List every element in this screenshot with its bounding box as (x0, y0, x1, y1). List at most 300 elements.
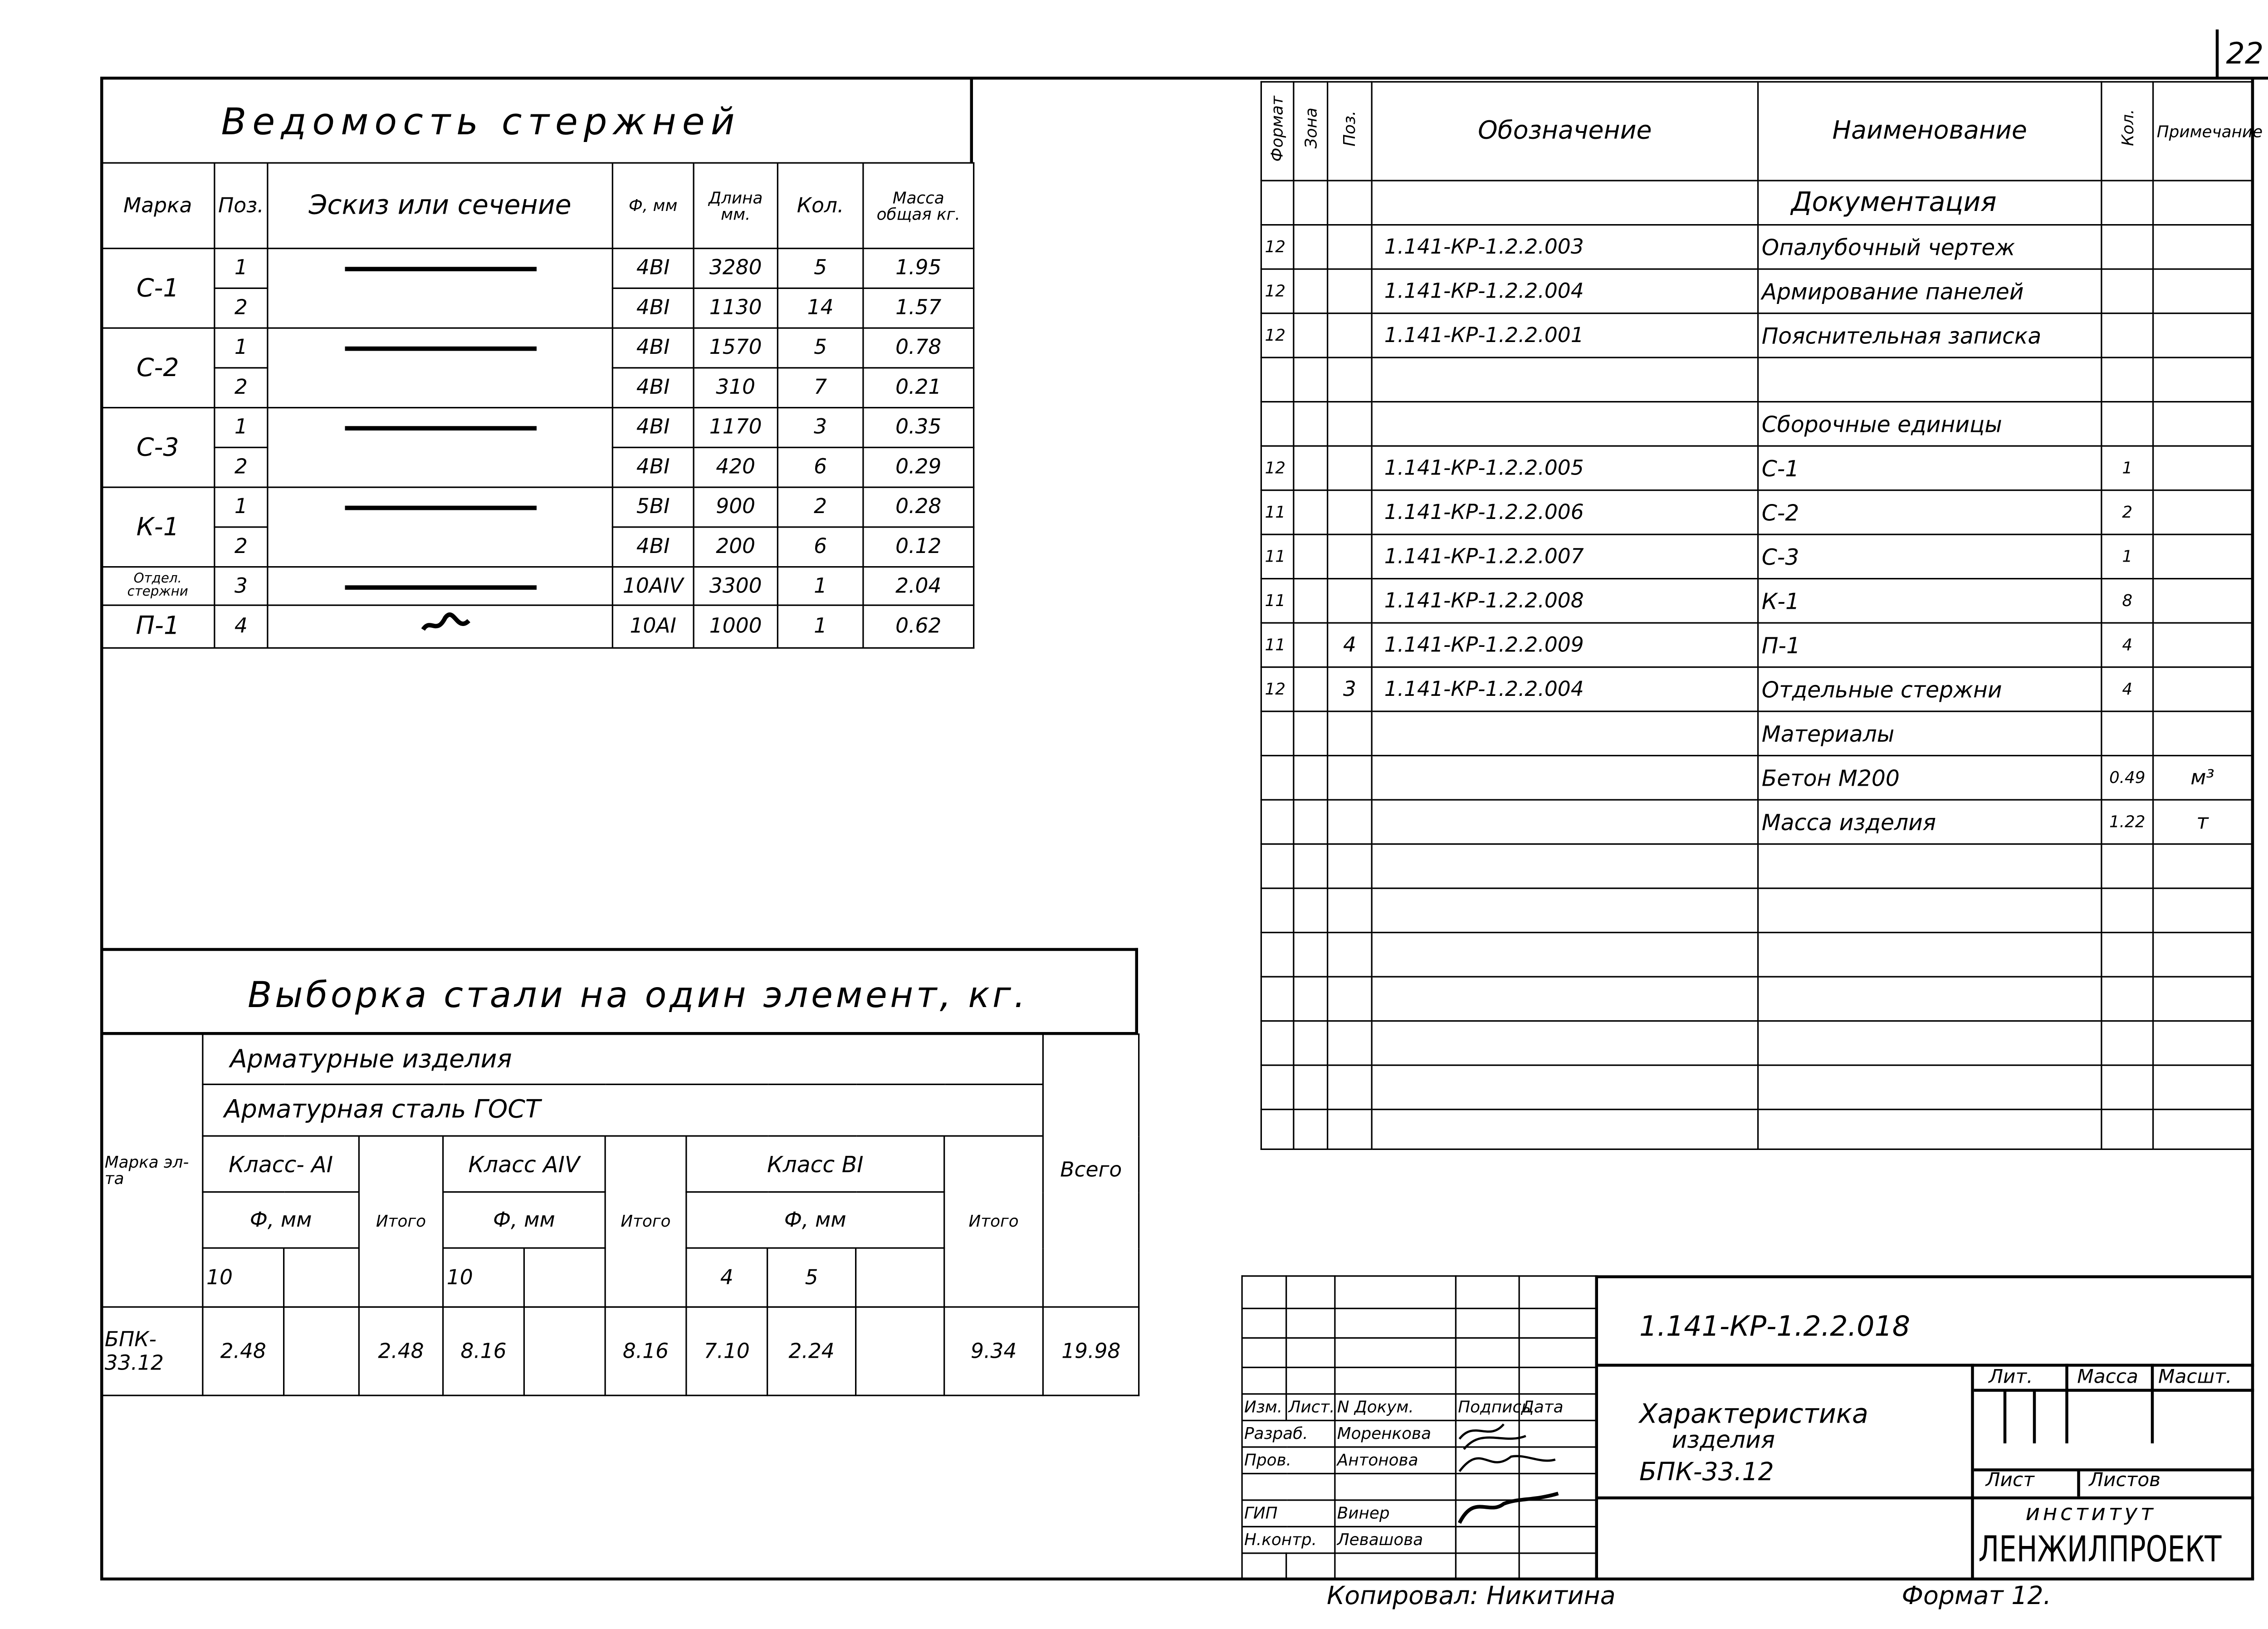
spec-row (1261, 181, 2252, 225)
spec-row (1261, 357, 2252, 402)
rebar-mark: П-1 (101, 605, 215, 648)
revision-cell (1519, 1338, 1596, 1367)
spec-qty: 4 (2102, 667, 2153, 712)
signer-name (1335, 1473, 1456, 1500)
spec-pos (1328, 313, 1372, 358)
spec-designation (1372, 1021, 1758, 1066)
header-mark: Марка (101, 163, 215, 249)
spec-designation (1372, 357, 1758, 402)
spec-designation (1372, 181, 1758, 225)
spec-format (1261, 844, 1294, 889)
revision-cell (1456, 1276, 1519, 1309)
rebar-mass: 1.95 (863, 249, 974, 289)
revision-header-sheet: Лист. (1286, 1394, 1335, 1421)
class-a4-header: Класс АIV (443, 1136, 606, 1192)
rebar-pos: 1 (215, 487, 268, 527)
revision-header-date: Дата (1519, 1394, 1596, 1421)
spec-row (1261, 977, 2252, 1021)
spec-row (1261, 579, 2252, 623)
spec-format: 12 (1261, 667, 1294, 712)
spec-zone (1294, 977, 1328, 1021)
revision-cell (1335, 1276, 1456, 1309)
spec-qty: 8 (2102, 579, 2153, 623)
group-header: Арматурные изделия (203, 1034, 1043, 1085)
revision-cell (1519, 1276, 1596, 1309)
spec-note (2153, 933, 2252, 977)
rebar-dia: 4ВI (612, 527, 694, 567)
spec-format (1261, 1110, 1294, 1150)
spec-zone (1294, 667, 1328, 712)
rebar-pos: 4 (215, 605, 268, 648)
spec-name: Отдельные стержни (1758, 667, 2102, 712)
straight-bar-icon (344, 426, 536, 430)
loop-hook-icon (271, 606, 611, 641)
spec-format: 12 (1261, 313, 1294, 358)
spec-zone (1294, 534, 1328, 579)
lit-label: Лит. (1989, 1366, 2033, 1389)
revision-cell (1335, 1338, 1456, 1367)
revision-cell (1456, 1338, 1519, 1367)
grand-total-header: Всего (1043, 1034, 1139, 1307)
rebar-length: 200 (694, 527, 777, 567)
spec-format (1261, 933, 1294, 977)
rebar-qty: 1 (777, 567, 863, 606)
spec-pos (1328, 844, 1372, 889)
rebar-qty: 5 (777, 249, 863, 289)
revision-cell (1242, 1276, 1286, 1309)
rebar-length: 310 (694, 368, 777, 408)
spec-qty: 1.22 (2102, 800, 2153, 844)
signer-name: Левашова (1335, 1526, 1456, 1553)
rebar-qty: 3 (777, 408, 863, 448)
rebar-pos: 3 (215, 567, 268, 606)
spec-row (1261, 1110, 2252, 1150)
spec-name: С-1 (1758, 446, 2102, 490)
a4-dia-label: Ф, мм (443, 1192, 606, 1248)
spec-format: 12 (1261, 269, 1294, 313)
rebar-length: 1130 (694, 288, 777, 328)
revision-cell (1335, 1308, 1456, 1338)
spec-designation: 1.141-КР-1.2.2.009 (1372, 623, 1758, 667)
spec-qty: 1 (2102, 534, 2153, 579)
rebar-mass: 0.29 (863, 447, 974, 487)
rebar-row (101, 328, 974, 368)
spec-note (2153, 888, 2252, 933)
spec-format (1261, 181, 1294, 225)
spec-note (2153, 490, 2252, 535)
spec-qty (2102, 225, 2153, 269)
spec-zone (1294, 357, 1328, 402)
spec-row (1261, 844, 2252, 889)
spec-note (2153, 1110, 2252, 1150)
spec-zone (1294, 402, 1328, 446)
product-title-line2: изделия (1672, 1425, 1775, 1454)
spec-name (1758, 1065, 2102, 1110)
spec-format (1261, 357, 1294, 402)
sheet-label: Лист (1985, 1470, 2034, 1492)
institute-name: ЛЕНЖИЛПРОЕКТ (1978, 1529, 2222, 1570)
rebar-dia: 10АI (612, 605, 694, 648)
rebar-mass: 1.57 (863, 288, 974, 328)
spec-qty (2102, 888, 2153, 933)
rebar-mass: 0.35 (863, 408, 974, 448)
spec-format (1261, 800, 1294, 844)
spec-pos (1328, 269, 1372, 313)
spec-note (2153, 357, 2252, 402)
sheet-number: 22 (2226, 35, 2264, 71)
revision-header-signature: Подпись (1456, 1394, 1519, 1421)
spec-zone (1294, 711, 1328, 756)
product-title-line1: Характеристика (1639, 1399, 1868, 1430)
spec-pos (1328, 711, 1372, 756)
b1-dia-5: 5 (767, 1248, 856, 1307)
spec-note (2153, 225, 2252, 269)
revision-header-doc_no: N Докум. (1335, 1394, 1456, 1421)
rebar-mass: 0.12 (863, 527, 974, 567)
b1-dia-label: Ф, мм (686, 1192, 944, 1248)
rebar-mass: 0.28 (863, 487, 974, 527)
rebar-row (101, 487, 974, 527)
a4-dia-empty (524, 1248, 605, 1307)
revision-cell (1456, 1308, 1519, 1338)
spec-format: 11 (1261, 490, 1294, 535)
spec-row (1261, 269, 2252, 313)
spec-row (1261, 1021, 2252, 1066)
spec-qty (2102, 313, 2153, 358)
spec-zone (1294, 1065, 1328, 1110)
a4-10-value: 8.16 (443, 1307, 524, 1395)
spec-pos (1328, 402, 1372, 446)
spec-qty: 4 (2102, 623, 2153, 667)
revision-row (1242, 1526, 1596, 1553)
rebar-qty: 7 (777, 368, 863, 408)
spec-zone (1294, 579, 1328, 623)
rebar-qty: 2 (777, 487, 863, 527)
rebar-mass: 0.21 (863, 368, 974, 408)
rebar-qty: 14 (777, 288, 863, 328)
header-qty: Кол. (777, 163, 863, 249)
rebar-dia: 4ВI (612, 249, 694, 289)
spec-note (2153, 181, 2252, 225)
signer-name: Антонова (1335, 1447, 1456, 1474)
spec-name (1758, 357, 2102, 402)
a1-10-value: 2.48 (203, 1307, 284, 1395)
rebar-row (101, 605, 974, 648)
spec-note (2153, 579, 2252, 623)
spec-zone (1294, 490, 1328, 535)
spec-zone (1294, 181, 1328, 225)
spec-designation: 1.141-КР-1.2.2.007 (1372, 534, 1758, 579)
rebar-mark: Отдел. стержни (101, 567, 215, 606)
spec-qty (2102, 357, 2153, 402)
spec-zone (1294, 933, 1328, 977)
revision-cell (1242, 1308, 1286, 1338)
a1-dia-10: 10 (203, 1248, 284, 1307)
spec-format (1261, 756, 1294, 800)
spec-pos (1328, 579, 1372, 623)
revision-cell (1519, 1526, 1596, 1553)
revision-cell (1456, 1526, 1519, 1553)
signature-developer-icon (1460, 1424, 1526, 1449)
rebar-header-row (101, 163, 974, 249)
a1-total-header: Итого (359, 1136, 443, 1307)
spec-qty (2102, 844, 2153, 889)
title-block-main (1595, 1275, 2251, 1577)
revision-cell (1335, 1367, 1456, 1394)
rebar-dia: 5ВI (612, 487, 694, 527)
rebar-schedule-table (100, 162, 974, 649)
rebar-dia: 4ВI (612, 447, 694, 487)
b1-5-value: 2.24 (767, 1307, 856, 1395)
steel-data-row (101, 1307, 1139, 1395)
spec-designation: 1.141-КР-1.2.2.005 (1372, 446, 1758, 490)
spec-note: м³ (2153, 756, 2252, 800)
format-label: Формат 12. (1901, 1582, 2052, 1612)
spec-note (2153, 446, 2252, 490)
signer-role (1242, 1473, 1335, 1500)
spec-row (1261, 313, 2252, 358)
spec-row (1261, 446, 2252, 490)
rebar-sketch (268, 408, 613, 488)
spec-row (1261, 933, 2252, 977)
spec-format: 11 (1261, 534, 1294, 579)
b1-4-value: 7.10 (686, 1307, 767, 1395)
spec-pos (1328, 181, 1372, 225)
spec-row (1261, 800, 2252, 844)
header-name: Наименование (1758, 82, 2102, 181)
spec-format: 11 (1261, 623, 1294, 667)
rebar-mass: 0.62 (863, 605, 974, 648)
spec-row (1261, 888, 2252, 933)
spec-zone (1294, 623, 1328, 667)
spec-designation (1372, 933, 1758, 977)
rebar-sketch (268, 328, 613, 408)
spec-qty: 0.49 (2102, 756, 2153, 800)
a4-total-header: Итого (605, 1136, 686, 1307)
spec-designation: 1.141-КР-1.2.2.004 (1372, 667, 1758, 712)
signature-chief-icon (1460, 1493, 1559, 1523)
spec-designation: 1.141-КР-1.2.2.006 (1372, 490, 1758, 535)
rebar-schedule-title: Ведомость стержней (221, 100, 741, 143)
rebar-pos: 1 (215, 328, 268, 368)
spec-qty (2102, 1065, 2153, 1110)
steel-selection-title-cell (100, 948, 1138, 1035)
header-sketch: Эскиз или сечение (268, 163, 613, 249)
spec-name (1758, 1110, 2102, 1150)
b1-dia-empty (856, 1248, 944, 1307)
spec-designation (1372, 844, 1758, 889)
rebar-mark: К-1 (101, 487, 215, 567)
scale-label: Масшт. (2158, 1366, 2232, 1389)
spec-name (1758, 933, 2102, 977)
sheet-number-divider (2216, 29, 2219, 78)
class-a1-header: Класс- АI (203, 1136, 359, 1192)
spec-format (1261, 1021, 1294, 1066)
grand-total-value: 19.98 (1043, 1307, 1139, 1395)
spec-zone (1294, 313, 1328, 358)
spec-pos (1328, 534, 1372, 579)
signer-role: Н.контр. (1242, 1526, 1335, 1553)
header-pos: Поз. (215, 163, 268, 249)
spec-designation: 1.141-КР-1.2.2.003 (1372, 225, 1758, 269)
spec-name: Материалы (1758, 711, 2102, 756)
lit-mass-scale-block (1974, 1364, 2254, 1497)
rebar-dia: 4ВI (612, 408, 694, 448)
signer-name: Моренкова (1335, 1420, 1456, 1447)
revision-cell (1286, 1308, 1335, 1338)
straight-bar-icon (344, 506, 536, 510)
spec-row (1261, 402, 2252, 446)
rebar-pos: 1 (215, 408, 268, 448)
header-designation: Обозначение (1372, 82, 1758, 181)
product-code: БПК-33.12 (1639, 1458, 1774, 1488)
rebar-sketch (268, 487, 613, 567)
spec-pos (1328, 490, 1372, 535)
b1-dia-4: 4 (686, 1248, 767, 1307)
spec-name: Масса изделия (1758, 800, 2102, 844)
spec-zone (1294, 844, 1328, 889)
spec-note (2153, 977, 2252, 1021)
spec-designation (1372, 756, 1758, 800)
revision-cell (1242, 1553, 1286, 1578)
spec-pos (1328, 756, 1372, 800)
signer-role: Разраб. (1242, 1420, 1335, 1447)
header-mass: Масса общая кг. (863, 163, 974, 249)
rebar-mark: С-1 (101, 249, 215, 328)
rebar-length: 3300 (694, 567, 777, 606)
revision-header-change: Изм. (1242, 1394, 1286, 1421)
spec-row (1261, 534, 2252, 579)
rebar-length: 900 (694, 487, 777, 527)
spec-format: 12 (1261, 446, 1294, 490)
b1-total-value: 9.34 (944, 1307, 1043, 1395)
rebar-mark: С-3 (101, 408, 215, 488)
empty-cell (856, 1307, 944, 1395)
revision-cell (1242, 1338, 1286, 1367)
header-format: Формат (1268, 95, 1287, 161)
signature-checker-icon (1460, 1456, 1555, 1472)
spec-qty: 2 (2102, 490, 2153, 535)
steel-selection-table (100, 1033, 1140, 1396)
rebar-length: 1570 (694, 328, 777, 368)
spec-pos (1328, 446, 1372, 490)
spec-pos (1328, 357, 1372, 402)
copied-by: Копировал: Никитина (1327, 1582, 1616, 1612)
mark-header: Марка эл-та (101, 1034, 203, 1307)
spec-row (1261, 623, 2252, 667)
spec-designation (1372, 977, 1758, 1021)
spec-header-row (1261, 82, 2252, 181)
spec-format: 12 (1261, 225, 1294, 269)
rebar-length: 1000 (694, 605, 777, 648)
rebar-mass: 2.04 (863, 567, 974, 606)
revision-cell (1286, 1553, 1335, 1578)
spec-zone (1294, 756, 1328, 800)
spec-note (2153, 402, 2252, 446)
spec-row (1261, 225, 2252, 269)
spec-zone (1294, 800, 1328, 844)
rebar-row (101, 408, 974, 448)
spec-format (1261, 402, 1294, 446)
spec-pos (1328, 1065, 1372, 1110)
spec-format (1261, 711, 1294, 756)
rebar-pos: 2 (215, 447, 268, 487)
b1-total-header: Итого (944, 1136, 1043, 1307)
row-mark: БПК- 33.12 (101, 1307, 203, 1395)
revision-cell (1519, 1367, 1596, 1394)
spec-designation (1372, 402, 1758, 446)
a1-total-value: 2.48 (359, 1307, 443, 1395)
spec-qty (2102, 711, 2153, 756)
spec-name: Бетон М200 (1758, 756, 2102, 800)
spec-pos (1328, 888, 1372, 933)
a1-dia-label: Ф, мм (203, 1192, 359, 1248)
rebar-pos: 2 (215, 368, 268, 408)
spec-name: П-1 (1758, 623, 2102, 667)
spec-qty (2102, 181, 2153, 225)
rebar-pos: 2 (215, 527, 268, 567)
spec-name: С-3 (1758, 534, 2102, 579)
a4-total-value: 8.16 (605, 1307, 686, 1395)
spec-row (1261, 756, 2252, 800)
revision-cell (1335, 1553, 1456, 1578)
rebar-qty: 6 (777, 447, 863, 487)
spec-format (1261, 977, 1294, 1021)
spec-name (1758, 888, 2102, 933)
spec-name (1758, 844, 2102, 889)
spec-name (1758, 1021, 2102, 1066)
straight-bar-icon (344, 267, 536, 271)
spec-name: Документация (1758, 181, 2102, 225)
straight-bar-icon (344, 585, 536, 590)
spec-note (2153, 1021, 2252, 1066)
steel-selection-title: Выборка стали на один элемент, кг. (248, 974, 1028, 1016)
header-length: Длина мм. (694, 163, 777, 249)
rebar-pos: 2 (215, 288, 268, 328)
revision-cell (1286, 1276, 1335, 1309)
rebar-pos: 1 (215, 249, 268, 289)
revision-cell (1519, 1553, 1596, 1578)
spec-name: Сборочные единицы (1758, 402, 2102, 446)
spec-row (1261, 667, 2252, 712)
frame-bottom-line (100, 1578, 2254, 1581)
spec-designation (1372, 1110, 1758, 1150)
signer-role: ГИП (1242, 1500, 1335, 1527)
spec-row (1261, 490, 2252, 535)
spec-designation (1372, 711, 1758, 756)
spec-designation (1372, 800, 1758, 844)
spec-pos (1328, 1110, 1372, 1150)
spec-qty (2102, 402, 2153, 446)
rebar-row (101, 567, 974, 606)
spec-designation (1372, 1065, 1758, 1110)
spec-pos (1328, 977, 1372, 1021)
spec-note (2153, 667, 2252, 712)
header-pos: Поз. (1340, 110, 1359, 147)
spec-pos (1328, 800, 1372, 844)
spec-format (1261, 888, 1294, 933)
spec-name (1758, 977, 2102, 1021)
spec-qty (2102, 933, 2153, 977)
revision-row (1242, 1308, 1596, 1338)
spec-pos (1328, 933, 1372, 977)
signer-name: Винер (1335, 1500, 1456, 1527)
rebar-qty: 1 (777, 605, 863, 648)
spec-row (1261, 711, 2252, 756)
spec-zone (1294, 269, 1328, 313)
straight-bar-icon (344, 347, 536, 351)
header-zone: Зона (1301, 108, 1320, 149)
